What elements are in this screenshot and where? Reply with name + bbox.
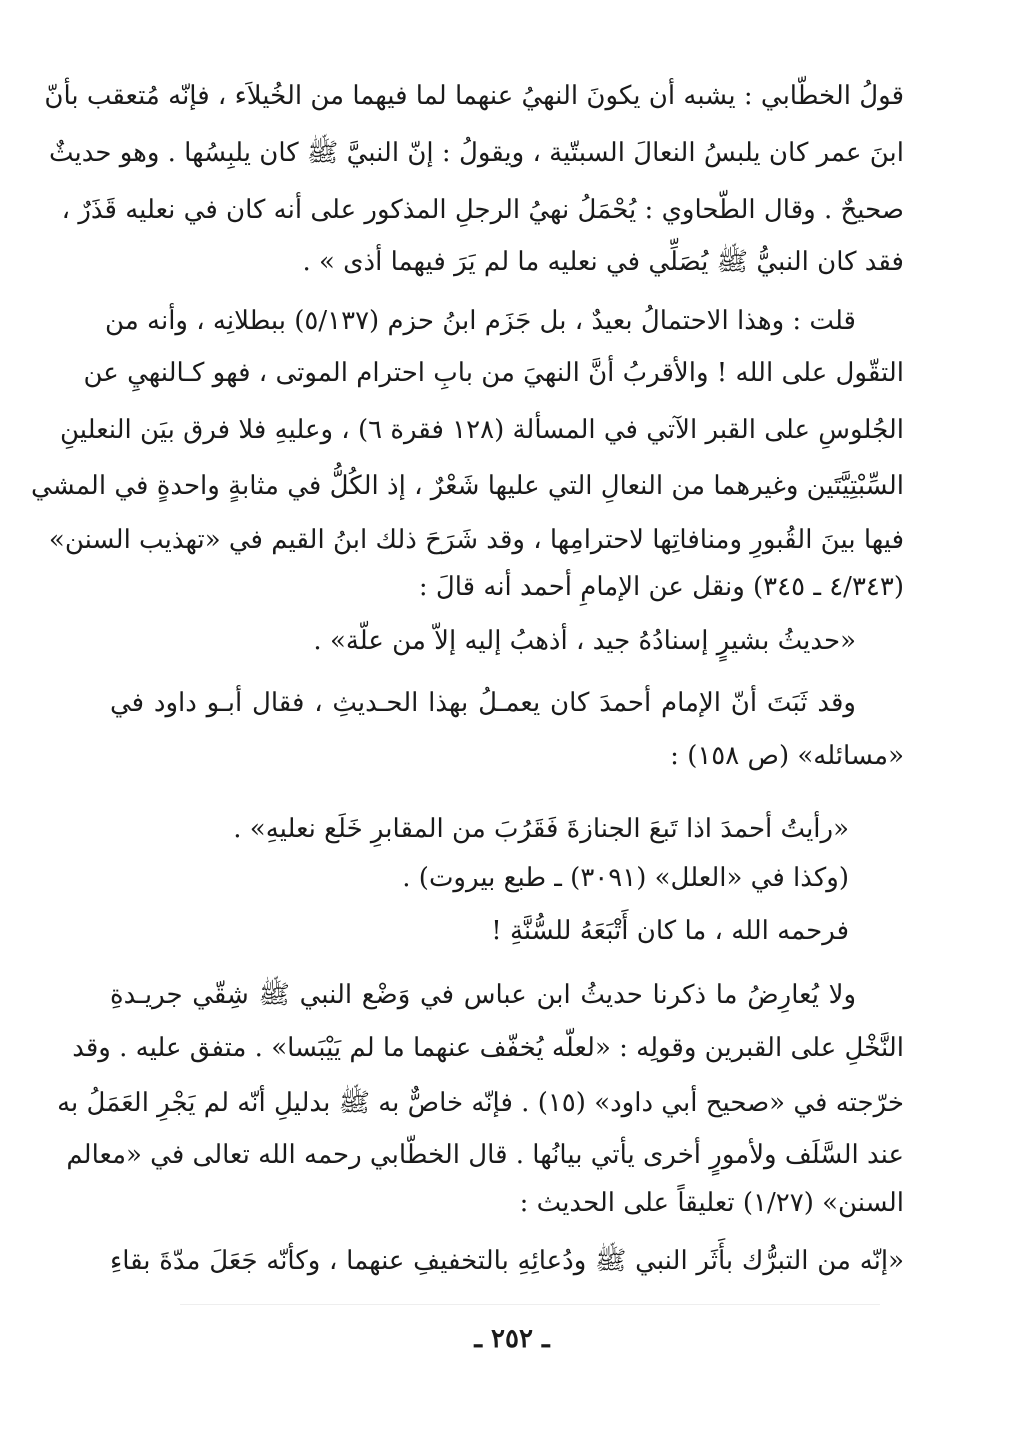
text-line: قلت : وهذا الاحتمالُ بعيدٌ ، بل جَزَم ابنُ حزم (٥/١٣٧) ببطلانِه ، وأنه من [105,306,856,336]
quote-line: (وكذا في «العلل» (٣٠٩١) ـ طبع بيروت) . [402,863,849,893]
quote-line: «رأيتُ أحمدَ اذا تَبعَ الجنازةَ فَقَرُبَ من المقابرِ خَلَع نعليهِ» . [233,814,849,844]
quote-line: «حديثُ بشيرٍ إسنادُهُ جيد ، أذهبُ إليه إلاّ من علّة» . [313,626,856,656]
text-line: فيها بينَ القُبورِ ومنافاتِها لاحترامِها ، وقد شَرَحَ ذلك ابنُ القيم في «تهذيب السنن» [48,525,904,555]
text-line: النَّخْلِ على القبرين وقولِه : «لعلّه يُخفّف عنهما ما لم يَيْبَسا» . متفق عليه . وقد [72,1033,904,1063]
text-line: عند السَّلَف ولأمورٍ أخرى يأتي بيانُها . قال الخطّابي رحمه الله تعالى في «معالم [66,1140,904,1170]
text-line: السِّبْتِيَّتَين وغيرهما من النعالِ التي عليها شَعْرٌ ، إذ الكُلُّ في مثابةٍ واحدةٍ في المشي [31,471,904,501]
text-line: السنن» (١/٢٧) تعليقاً على الحديث : [519,1188,904,1218]
text-line: التقّول على الله ! والأقربُ أنَّ النهيَ من بابِ احترام الموتى ، فهو كـالنهيِ عن [83,358,904,388]
text-line: خرّجته في «صحيح أبي داود» (١٥) . فإنّه خاصٌّ به ﷺ بدليلِ أنّه لم يَجْرِ العَمَلُ به [57,1088,904,1118]
page-number: ـ ٢٥٢ ـ [474,1324,550,1354]
text-line: صحيحٌ . وقال الطّحاوي : يُحْمَلُ نهيُ الرجلِ المذكور على أنه كان في نعليه قَذَرٌ ، [61,195,904,225]
quote-line: «إنّه من التبرُّك بأَثَر النبي ﷺ ودُعائِهِ بالتخفيفِ عنهما ، وكأنّه جَعَلَ مدّةَ بقاءِ [110,1246,904,1276]
text-line: (٤/٣٤٣ ـ ٣٤٥) ونقل عن الإمامِ أحمد أنه قالَ : [418,572,904,602]
text-line: ابنَ عمر كان يلبسُ النعالَ السبتّية ، ويقولُ : إنّ النبيَّ ﷺ كان يلبِسُها . وهو حديثٌ [48,138,904,168]
text-line: وقد ثَبَتَ أنّ الإمام أحمدَ كان يعمـلُ بهذا الحـديثِ ، فقال أبـو داود في [110,688,856,718]
footer-divider [180,1304,880,1305]
text-line: ولا يُعارِضُ ما ذكرنا حديثُ ابن عباس في وَضْع النبي ﷺ شِقّي جريـدةِ [110,980,856,1010]
text-line: الجُلوسِ على القبر الآتي في المسألة (١٢٨ فقرة ٦) ، وعليهِ فلا فرق بيَن النعلينِ [59,415,904,445]
quote-line: فرحمه الله ، ما كان أَتْبَعَهُ للسُّنَّةِ ! [491,916,849,946]
text-line: فقد كان النبيُّ ﷺ يُصَلِّي في نعليه ما لم يَرَ فيهما أذى » . [302,247,904,277]
text-line: قولُ الخطّابي : يشبه أن يكونَ النهيُ عنهما لما فيهما من الخُيلاَء ، فإنّه مُتعقب بأنّ [44,81,904,111]
text-line: «مسائله» (ص ١٥٨) : [670,741,904,771]
